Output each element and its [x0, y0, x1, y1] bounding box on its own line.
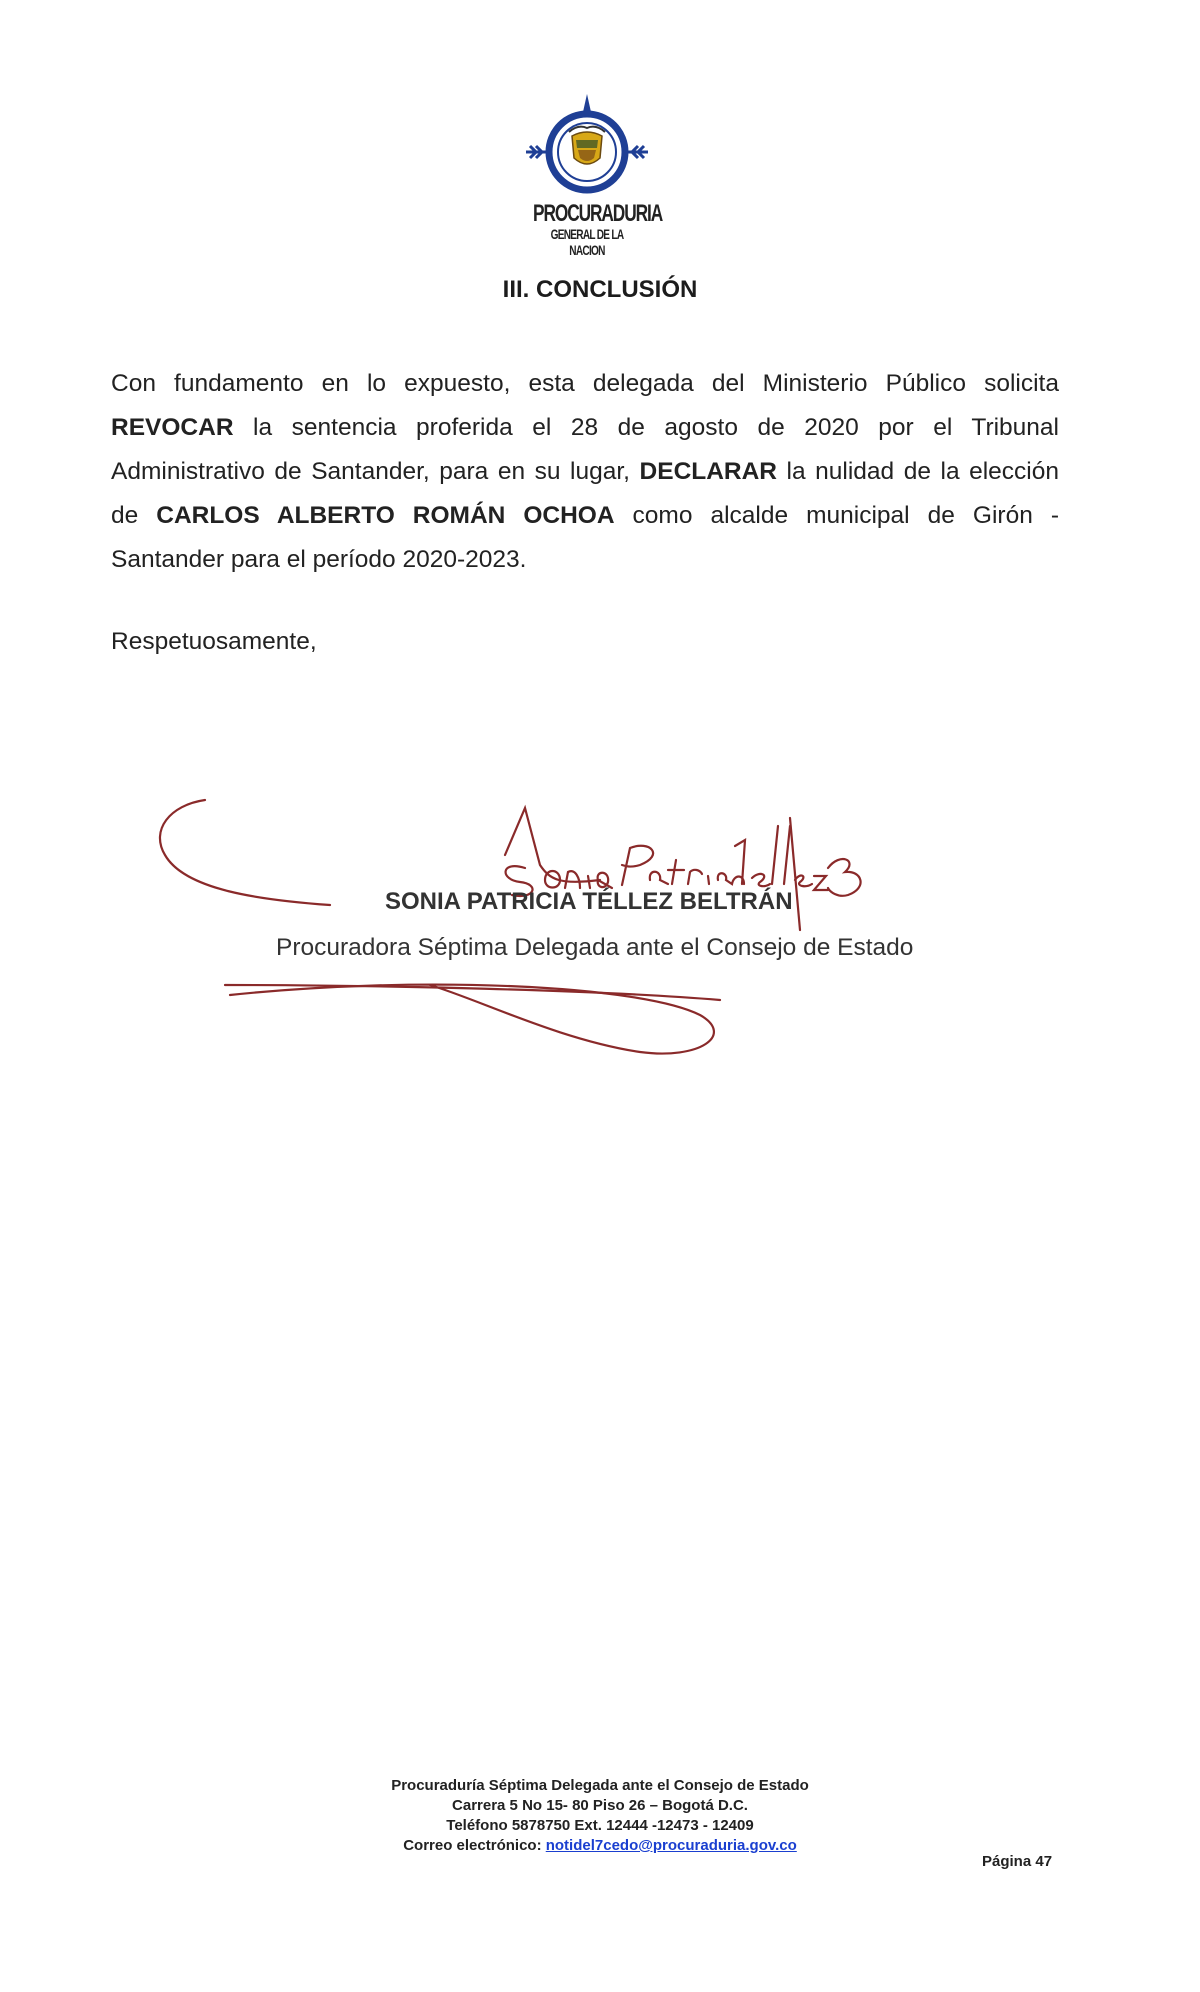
logo-subtitle: GENERAL DE LA NACION — [550, 226, 624, 258]
paragraph-text: la sentencia proferida el 28 de agosto de 2020 por el Tribunal Administrativo de Santander, para en su lugar, — [111, 414, 1059, 485]
signer-role: Procuradora Séptima Delegada ante el Consejo de Estado — [276, 934, 914, 961]
footer-email-label: Correo electrónico: — [403, 1837, 546, 1854]
paragraph-text: como alcalde municipal de Girón - Santander para el período 2020-2023. — [111, 502, 1059, 573]
bold-term-declarar: DECLARAR — [639, 458, 777, 485]
closing-text: Respetuosamente, — [111, 628, 317, 655]
page-number: Página 47 — [982, 1853, 1053, 1870]
paragraph-text: Con fundamento en lo expuesto, esta delegada del Ministerio Público solicita — [111, 370, 1059, 397]
footer-email-link[interactable]: notidel7cedo@procuraduria.gov.co — [545, 1837, 797, 1854]
section-title: III. CONCLUSIÓN — [502, 276, 698, 303]
signer-name: SONIA PATRICIA TÉLLEZ BELTRÁN — [385, 888, 793, 915]
footer-address: Carrera 5 No 15- 80 Piso 26 – Bogotá D.C. — [452, 1797, 748, 1814]
footer — [0, 1776, 1200, 1856]
bold-person-name: CARLOS ALBERTO ROMÁN OCHOA — [156, 502, 615, 529]
bold-term-revocar: REVOCAR — [111, 414, 234, 441]
footer-office: Procuraduría Séptima Delegada ante el Consejo de Estado — [391, 1777, 809, 1794]
logo-title: PROCURADURIA — [533, 200, 663, 227]
footer-phone: Teléfono 5878750 Ext. 12444 -12473 - 12409 — [446, 1817, 754, 1834]
paragraph-text: la nulidad de la elección de — [111, 458, 1060, 529]
